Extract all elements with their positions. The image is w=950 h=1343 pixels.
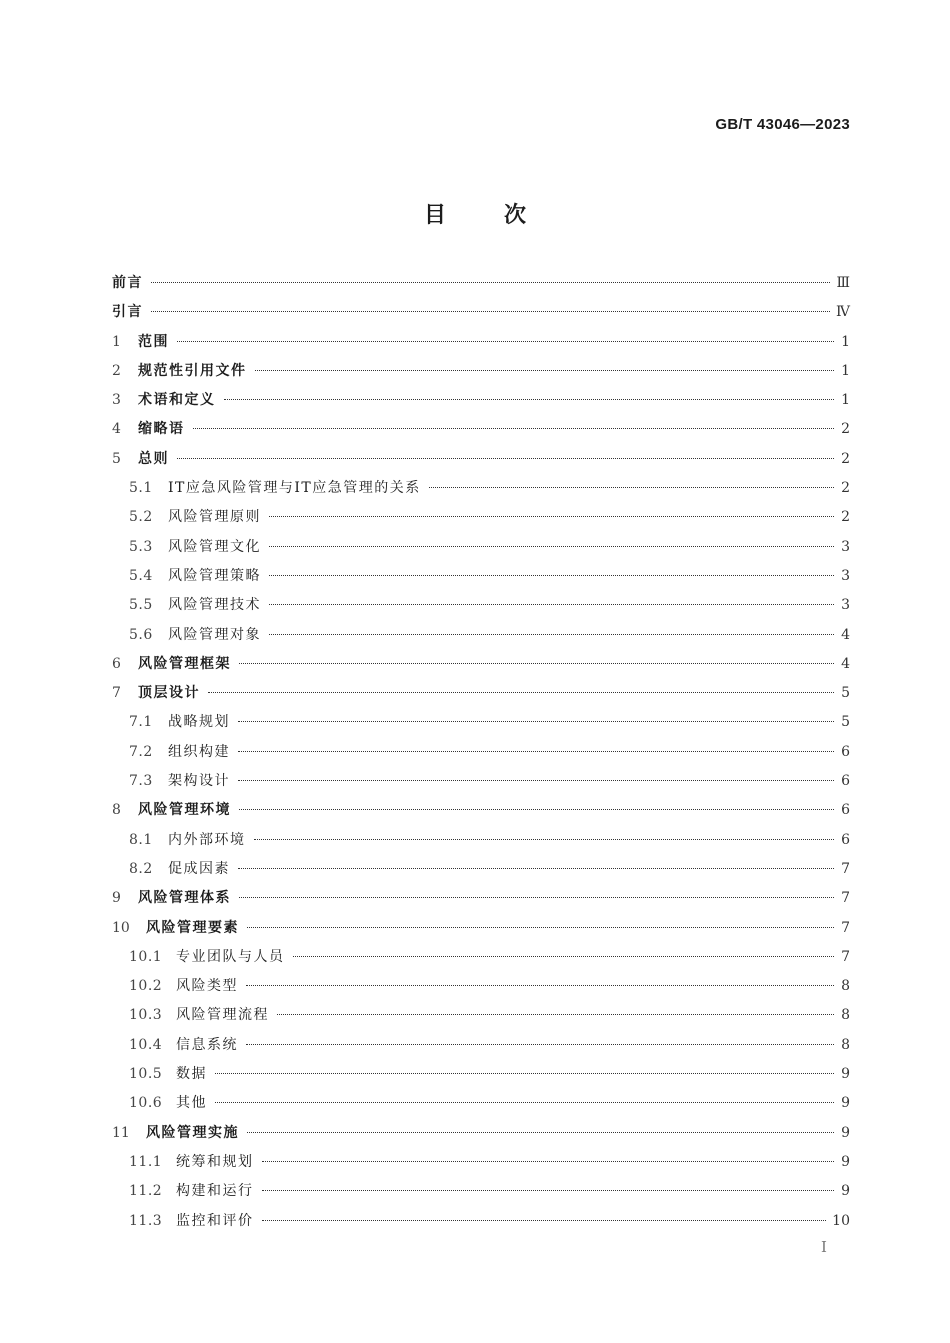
toc-entry-number: 5.2 — [129, 509, 153, 526]
page-folio: I — [821, 1238, 827, 1256]
toc-entry-page: 6 — [841, 831, 850, 848]
toc-entry[interactable] — [112, 301, 850, 330]
toc-entry-number: 5 — [112, 450, 121, 467]
toc-entry-label: 构建和运行 — [176, 1183, 254, 1200]
toc-entry-label: 数据 — [176, 1066, 207, 1083]
toc-entry-page: 3 — [841, 538, 850, 555]
toc-entry-page: 8 — [841, 1007, 850, 1024]
toc-entry-label: 引言 — [112, 304, 143, 321]
toc-dot-leader — [247, 927, 834, 928]
toc-entry[interactable] — [112, 741, 850, 770]
toc-entry-page: 7 — [841, 948, 850, 965]
toc-entry[interactable] — [112, 1210, 850, 1239]
toc-entry-number: 8.1 — [129, 831, 153, 848]
toc-entry-number: 7.1 — [129, 714, 153, 731]
toc-entry-label: 信息系统 — [176, 1036, 238, 1053]
toc-entry-label: 规范性引用文件 — [138, 362, 247, 379]
toc-entry-number: 2 — [112, 362, 121, 379]
toc-entry-label: 专业团队与人员 — [176, 948, 285, 965]
toc-dot-leader — [177, 341, 834, 342]
toc-dot-leader — [238, 868, 834, 869]
toc-entry-number: 5.3 — [129, 538, 153, 555]
toc-dot-leader — [277, 1014, 834, 1015]
toc-dot-leader — [151, 311, 830, 312]
toc-entry-page: 7 — [841, 890, 850, 907]
toc-entry-page: Ⅲ — [836, 275, 850, 291]
toc-entry-number: 10.1 — [129, 948, 163, 965]
toc-entry[interactable] — [112, 917, 850, 946]
toc-entry-page: 3 — [841, 597, 850, 614]
toc-entry[interactable] — [112, 360, 850, 389]
toc-entry[interactable] — [112, 418, 850, 447]
toc-dot-leader — [247, 1132, 834, 1133]
toc-entry-page: 2 — [841, 509, 850, 526]
toc-entry[interactable] — [112, 506, 850, 535]
toc-entry-label: 总则 — [138, 450, 169, 467]
toc-entry-label: 架构设计 — [168, 773, 230, 790]
toc-entry-number: 10.3 — [129, 1007, 163, 1024]
toc-entry-page: 6 — [841, 743, 850, 760]
toc-entry[interactable] — [112, 1122, 850, 1151]
toc-dot-leader — [429, 487, 834, 488]
toc-dot-leader — [262, 1220, 827, 1221]
toc-entry-number: 5.1 — [129, 480, 153, 497]
toc-entry-page: 6 — [841, 773, 850, 790]
toc-entry-label: 风险管理框架 — [138, 655, 231, 672]
toc-entry-label: 战略规划 — [168, 714, 230, 731]
toc-entry-number: 10 — [112, 919, 130, 936]
toc-entry[interactable] — [112, 536, 850, 565]
toc-entry-number: 10.6 — [129, 1095, 163, 1112]
toc-entry-label: 风险管理原则 — [168, 509, 261, 526]
toc-dot-leader — [269, 516, 834, 517]
toc-entry-page: 10 — [832, 1212, 850, 1229]
toc-entry[interactable] — [112, 682, 850, 711]
toc-entry[interactable] — [112, 711, 850, 740]
toc-entry-label: 前言 — [112, 275, 143, 291]
toc-entry-number: 6 — [112, 655, 121, 672]
toc-entry-page: 8 — [841, 1036, 850, 1053]
toc-entry[interactable] — [112, 799, 850, 828]
toc-entry-page: 7 — [841, 919, 850, 936]
toc-dot-leader — [246, 1044, 834, 1045]
toc-entry-page: 1 — [841, 333, 850, 350]
toc-dot-leader — [238, 780, 834, 781]
toc-dot-leader — [177, 458, 834, 459]
toc-entry-label: 组织构建 — [168, 743, 230, 760]
toc-entry-number: 11.3 — [129, 1212, 163, 1229]
toc-entry-label: 风险管理对象 — [168, 626, 261, 643]
toc-entry[interactable] — [112, 565, 850, 594]
toc-entry[interactable] — [112, 975, 850, 1004]
toc-entry-page: 6 — [841, 802, 850, 819]
toc-entry-number: 5.4 — [129, 567, 153, 584]
toc-dot-leader — [215, 1073, 834, 1074]
toc-entry-label: 风险管理流程 — [176, 1007, 269, 1024]
toc-dot-leader — [239, 663, 834, 664]
toc-entry-number: 1 — [112, 333, 121, 350]
toc-entry[interactable] — [112, 1034, 850, 1063]
toc-entry[interactable] — [112, 653, 850, 682]
toc-entry-number: 10.2 — [129, 978, 163, 995]
toc-dot-leader — [224, 399, 835, 400]
toc-entry-page: 1 — [841, 392, 850, 409]
toc-entry-number: 11.1 — [129, 1153, 163, 1170]
toc-entry-label: 术语和定义 — [138, 392, 216, 409]
toc-dot-leader — [269, 634, 834, 635]
toc-entry-page: 9 — [841, 1153, 850, 1170]
toc-entry-label: 风险管理文化 — [168, 538, 261, 555]
toc-entry-number: 11.2 — [129, 1183, 163, 1200]
table-of-contents — [112, 272, 850, 1239]
toc-entry[interactable] — [112, 1092, 850, 1121]
toc-entry[interactable] — [112, 448, 850, 477]
toc-entry-page: 5 — [841, 685, 850, 702]
toc-entry-page: 9 — [841, 1095, 850, 1112]
toc-entry-label: 风险管理环境 — [138, 802, 231, 819]
toc-entry-page: 9 — [841, 1066, 850, 1083]
toc-entry-page: Ⅳ — [836, 304, 850, 321]
toc-entry-label: 风险管理要素 — [146, 919, 239, 936]
toc-dot-leader — [239, 897, 834, 898]
toc-entry[interactable] — [112, 272, 850, 301]
toc-entry[interactable] — [112, 887, 850, 916]
toc-dot-leader — [255, 370, 835, 371]
toc-entry-number: 7.3 — [129, 773, 153, 790]
toc-entry-page: 9 — [841, 1124, 850, 1141]
toc-entry-page: 7 — [841, 860, 850, 877]
toc-entry-label: 其他 — [176, 1095, 207, 1112]
toc-entry[interactable] — [112, 624, 850, 653]
toc-entry-number: 11 — [112, 1124, 130, 1141]
toc-entry[interactable] — [112, 1063, 850, 1092]
toc-entry-number: 5.6 — [129, 626, 153, 643]
toc-entry-label: 风险管理技术 — [168, 597, 261, 614]
toc-entry-page: 2 — [841, 450, 850, 467]
toc-entry[interactable] — [112, 477, 850, 506]
toc-entry-page: 2 — [841, 421, 850, 438]
toc-entry-label: 风险管理实施 — [146, 1124, 239, 1141]
toc-entry-page: 9 — [841, 1183, 850, 1200]
toc-entry-label: 风险管理体系 — [138, 890, 231, 907]
toc-dot-leader — [269, 575, 834, 576]
toc-entry-number: 8 — [112, 802, 121, 819]
toc-entry[interactable] — [112, 770, 850, 799]
toc-dot-leader — [238, 721, 834, 722]
toc-dot-leader — [151, 282, 830, 283]
toc-entry[interactable] — [112, 1151, 850, 1180]
toc-dot-leader — [254, 839, 835, 840]
toc-entry-label: 监控和评价 — [176, 1212, 254, 1229]
toc-dot-leader — [262, 1161, 835, 1162]
toc-entry-label: IT应急风险管理与IT应急管理的关系 — [168, 480, 421, 497]
toc-entry-number: 10.5 — [129, 1066, 163, 1083]
toc-entry-label: 缩略语 — [138, 421, 185, 438]
toc-entry-page: 4 — [841, 626, 850, 643]
toc-entry-number: 10.4 — [129, 1036, 163, 1053]
toc-dot-leader — [293, 956, 835, 957]
toc-dot-leader — [269, 604, 834, 605]
standard-number: GB/T 43046—2023 — [715, 116, 850, 133]
toc-entry-number: 8.2 — [129, 860, 153, 877]
toc-entry-page: 3 — [841, 567, 850, 584]
toc-dot-leader — [193, 428, 835, 429]
toc-dot-leader — [238, 751, 834, 752]
toc-entry-number: 4 — [112, 421, 121, 438]
toc-entry-number: 5.5 — [129, 597, 153, 614]
toc-entry-number: 3 — [112, 392, 121, 409]
toc-entry-number: 9 — [112, 890, 121, 907]
toc-entry-label: 顶层设计 — [138, 685, 200, 702]
toc-entry[interactable] — [112, 594, 850, 623]
toc-entry-page: 8 — [841, 978, 850, 995]
toc-entry-label: 风险类型 — [176, 978, 238, 995]
toc-entry-page: 1 — [841, 362, 850, 379]
toc-entry-page: 2 — [841, 480, 850, 497]
toc-entry[interactable] — [112, 1004, 850, 1033]
toc-entry[interactable] — [112, 858, 850, 887]
toc-entry-page: 4 — [841, 655, 850, 672]
toc-dot-leader — [208, 692, 834, 693]
toc-entry-label: 范围 — [138, 333, 169, 350]
toc-dot-leader — [269, 546, 834, 547]
toc-entry-label: 内外部环境 — [168, 831, 246, 848]
toc-dot-leader — [262, 1190, 835, 1191]
toc-entry-page: 5 — [841, 714, 850, 731]
toc-dot-leader — [215, 1102, 834, 1103]
toc-entry[interactable] — [112, 1180, 850, 1209]
toc-dot-leader — [246, 985, 834, 986]
toc-entry-number: 7.2 — [129, 743, 153, 760]
toc-entry-number: 7 — [112, 685, 121, 702]
toc-entry[interactable] — [112, 829, 850, 858]
page-title: 目次 — [423, 202, 584, 228]
toc-entry[interactable] — [112, 946, 850, 975]
toc-entry[interactable] — [112, 389, 850, 418]
toc-entry-label: 统筹和规划 — [176, 1153, 254, 1170]
toc-entry-label: 风险管理策略 — [168, 567, 261, 584]
toc-dot-leader — [239, 809, 834, 810]
toc-entry[interactable] — [112, 331, 850, 360]
toc-entry-label: 促成因素 — [168, 860, 230, 877]
